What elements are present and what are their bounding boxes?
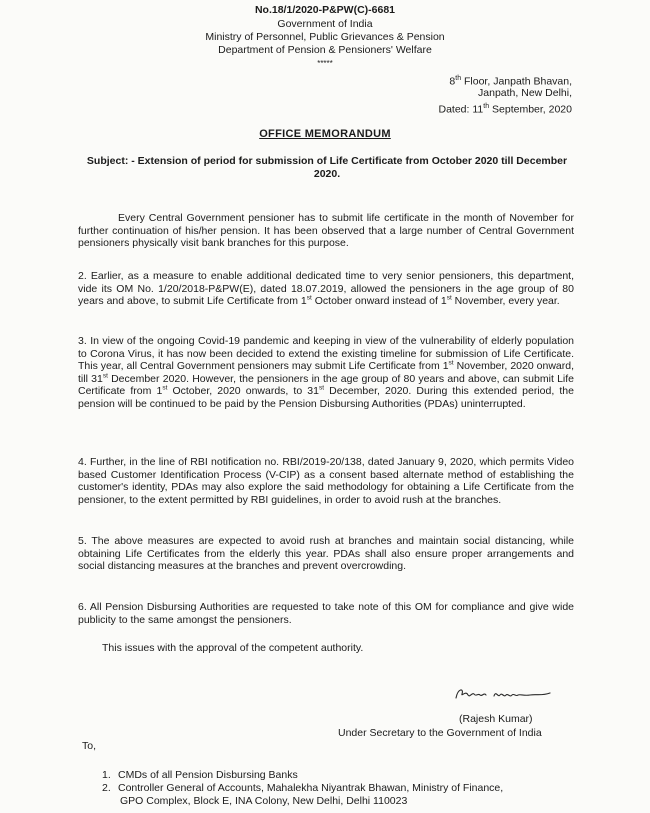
ministry-line: Ministry of Personnel, Public Grievances & Pension — [205, 31, 445, 43]
paragraph-5: 5. The above measures are expected to avoid rush at branches and maintain social distancing, while obtaining Life Certificates from the elderly this year. PDAs shall also ensure proper arrangements and social distancing measures at the branches and prevent overcrowding. — [78, 535, 574, 573]
recipient-item: 1. CMDs of all Pension Disbursing Banks — [102, 769, 298, 781]
signatory-name: (Rajesh Kumar) — [459, 713, 533, 725]
department-line: Department of Pension & Pensioners' Welfare — [218, 44, 432, 56]
memo-title: OFFICE MEMORANDUM — [259, 128, 391, 140]
approval-line: This issues with the approval of the competent authority. — [102, 642, 364, 654]
dated-line: Dated: 11th September, 2020 — [438, 103, 572, 116]
reference-number: No.18/1/2020-P&PW(C)-6681 — [254, 4, 396, 16]
separator-stars: ***** — [317, 59, 333, 68]
handwritten-signature — [450, 686, 560, 702]
paragraph-2: 2. Earlier, as a measure to enable additional dedicated time to very senior pensioners, this department, vide its OM No. 1/20/2018-P&PW(E), dated 18.07.2019, allowed the pensioners in the age group of 80 years and above, to submit Life Certificate from 1st October onward instead of 1st November, every year. — [78, 270, 574, 308]
address-line-2: Janpath, New Delhi, — [478, 87, 572, 99]
recipient-item: 2. Controller General of Accounts, Mahalekha Niyantrak Bhawan, Ministry of Finance, GPO Complex, Block E, INA Colony, New Delhi, Delhi 110023 — [102, 782, 504, 807]
paragraph-1: Every Central Government pensioner has to submit life certificate in the month of November for further continuation of his/her pension. It has been observed that a large number of Central Government pensioners physically visit bank branches for this purpose. — [78, 212, 574, 250]
address-line-1: 8th Floor, Janpath Bhavan, — [449, 75, 572, 88]
to-label: To, — [82, 740, 97, 752]
subject-line: Subject: - Extension of period for submission of Life Certificate from October 2020 till December 2020. — [86, 155, 568, 180]
paragraph-3: 3. In view of the ongoing Covid-19 pandemic and keeping in view of the vulnerability of elderly population to Corona Virus, it has now been decided to extend the existing timeline for submission of Life Certificate. This year, all Central Government pensioners may submit Life Certificate from 1st November, 2020 onward, till 31st December 2020. However, the pensioners in the age group of 80 years and above, can submit Life Certificate from 1st October, 2020 onwards, to 31st December, 2020. During this extended period, the pension will be continued to be paid by the Pension Disbursing Authorities (PDAs) uninterrupted. — [78, 335, 574, 410]
government-line: Government of India — [277, 18, 373, 30]
paragraph-4: 4. Further, in the line of RBI notification no. RBI/2019-20/138, dated January 9, 2020, which permits Video based Customer Identification Process (V-CIP) as a consent based alternate method of establishing the customer's identity, PDAs may also explore the said methodology for obtaining a Life Certificate from the pensioner, to the extent permitted by RBI guidelines, in order to avoid rush at the branches. — [78, 456, 574, 506]
paragraph-6: 6. All Pension Disbursing Authorities are requested to take note of this OM for compliance and give wide publicity to the same amongst the pensioners. — [78, 601, 574, 626]
signatory-designation: Under Secretary to the Government of India — [338, 727, 542, 739]
